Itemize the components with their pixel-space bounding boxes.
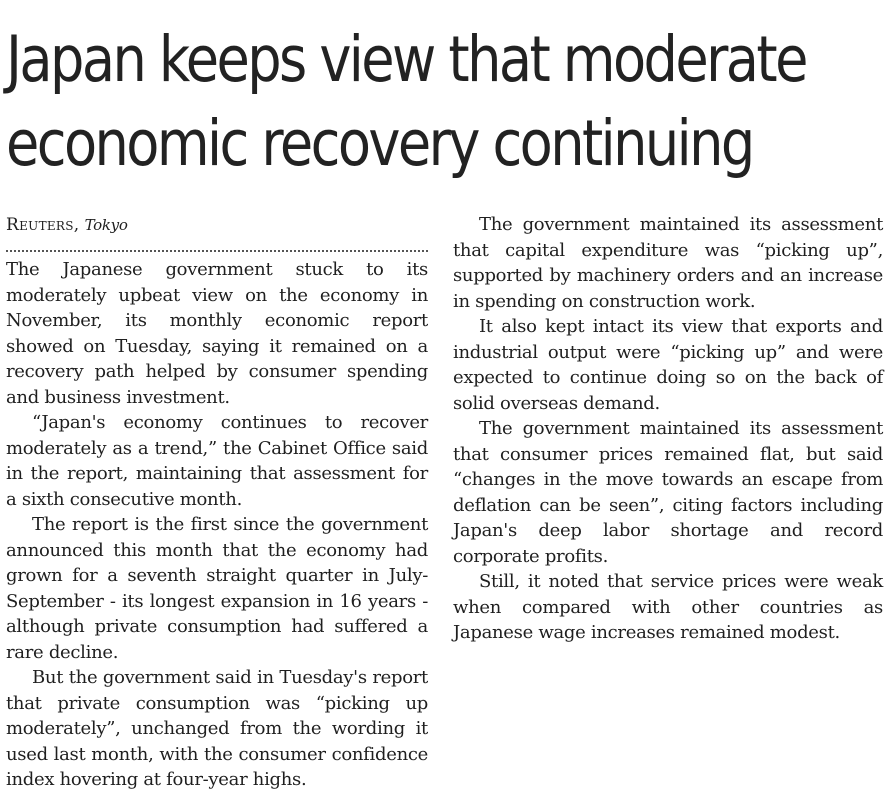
headline — [6, 18, 806, 186]
headline-line-1: Japan keeps view that moderate — [6, 23, 806, 96]
byline — [6, 212, 428, 238]
paragraph-5: The government maintained its assessment that capital expenditure was “picking up”, supported by machinery orders and an increase in spending on construction work. — [453, 214, 883, 312]
paragraph-4: But the government said in Tuesday's report that private consumption was “picking up moderately”, unchanged from the wording it used last month, with the consumer confidence index hovering at four-year highs. — [6, 667, 428, 790]
byline-city: Tokyo — [84, 216, 128, 234]
article-column-left — [6, 212, 428, 793]
paragraph-1: The Japanese government stuck to its moderately upbeat view on the economy in November, its monthly economic report showed on Tuesday, saying it remained on a recovery path helped by consumer spending and business investment. — [6, 259, 428, 408]
article-column-right — [453, 212, 883, 646]
paragraph-7: The government maintained its assessment that consumer prices remained flat, but said “changes in the move towards an escape from deflation can be seen”, citing factors including Japan's deep labor shortage and record corporate profits. — [453, 418, 883, 567]
dotted-divider — [6, 250, 428, 252]
paragraph-6: It also kept intact its view that exports and industrial output were “picking up” and were expected to continue doing so on the back of solid overseas demand. — [453, 316, 883, 414]
byline-agency: Reuters, — [6, 215, 80, 235]
headline-line-2: economic recovery continuing — [6, 107, 753, 180]
paragraph-2: “Japan's economy continues to recover moderately as a trend,” the Cabinet Office said in the report, maintaining that assessment for a sixth consecutive month. — [6, 412, 428, 510]
paragraph-3: The report is the first since the government announced this month that the economy had grown for a seventh straight quarter in July-September - its longest expansion in 16 years - although private consumption had suffered a rare decline. — [6, 514, 428, 663]
paragraph-8: Still, it noted that service prices were weak when compared with other countries as Japanese wage increases remained modest. — [453, 571, 883, 643]
